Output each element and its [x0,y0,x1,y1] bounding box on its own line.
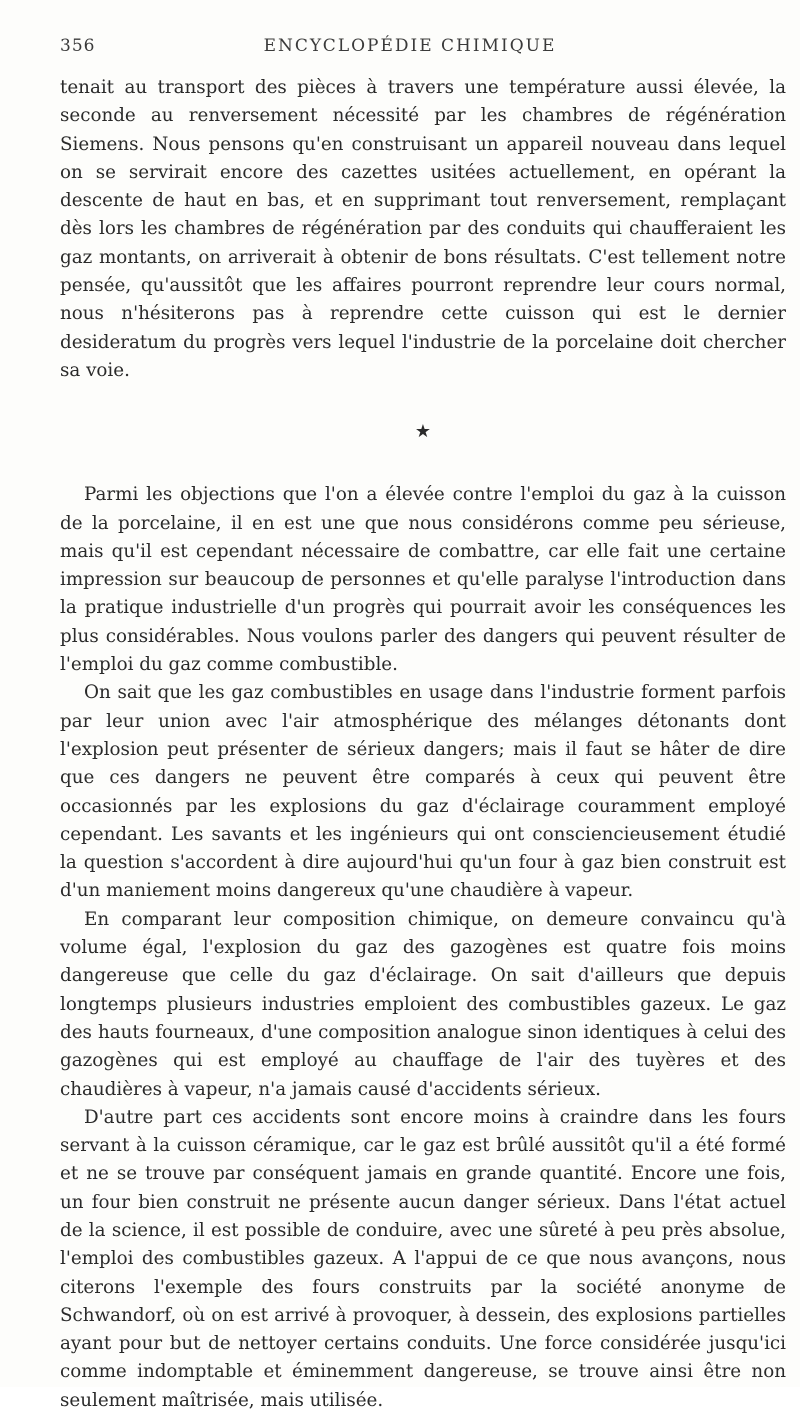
paragraph-objections: Parmi les objections que l'on a élevée contre l'emploi du gaz à la cuisson de la porcelaine, il en est une que nous considérons comme peu sérieuse, mais qu'il est cependant nécessaire de combattre, car elle fait une certaine impression sur beaucoup de personnes et qu'elle paralyse l'introduction dans la pratique industrielle d'un progrès qui pourrait avoir les conséquences les plus considérables. Nous voulons parler des dangers qui peuvent résulter de l'emploi du gaz comme combustible. [60,484,786,676]
section-separator [60,385,786,481]
page-number: 356 [60,36,96,56]
paragraph-ceramic-kilns: D'autre part ces accidents sont encore moins à craindre dans les fours servant à la cuisson céramique, car le gaz est brûlé aussitôt qu'il a été formé et ne se trouve par conséquent jamais en grande quantité. Encore une fois, un four bien construit ne présente aucun danger sérieux. Dans l'état actuel de la science, il est possible de conduire, avec une sûreté à peu près absolue, l'emploi des combustibles gazeux. A l'appui de ce que nous avançons, nous citerons l'exemple des fours construits par la société anonyme de Schwandorf, où on est arrivé à provoquer, à dessein, des explosions partielles ayant pour but de nettoyer certains conduits. Une force considérée jusqu'ici comme indomptable et éminemment dangereuse, se trouve ainsi être non seulement maîtrisée, mais utilisée. [60,1106,786,1411]
star-ornament: ★ [414,421,432,443]
running-title: ENCYCLOPÉDIE CHIMIQUE [263,36,557,56]
body-text [60,74,786,1415]
paragraph-gas-dangers: On sait que les gaz combustibles en usage dans l'industrie forment parfois par leur union avec l'air atmosphérique des mélanges détonants dont l'explosion peut présenter de sérieux dangers; mais il faut se hâter de dire que ces dangers ne peuvent être comparés à ceux qui peuvent être occasionnés par les explosions du gaz d'éclairage couramment employé cependant. Les savants et les ingénieurs qui ont consciencieusement étudié la question s'accordent à dire aujourd'hui qu'un four à gaz bien construit est d'un maniement moins dangereux qu'une chaudière à vapeur. [60,682,786,902]
paragraph-chemical-composition: En comparant leur composition chimique, on demeure convaincu qu'à volume égal, l'explosion du gaz des gazogènes est quatre fois moins dangereuse que celle du gaz d'éclairage. On sait d'ailleurs que depuis longtemps plusieurs industries emploient des combustibles gazeux. Le gaz des hauts fourneaux, d'une composition analogue sinon identiques à celui des gazogènes qui est employé au chauffage de l'air des tuyères et des chaudières à vapeur, n'a jamais causé d'accidents sérieux. [60,908,786,1100]
page-header [60,36,760,62]
paragraph-continuation: tenait au transport des pièces à travers une température aussi élevée, la seconde au renversement nécessité par les chambres de régénération Siemens. Nous pensons qu'en construisant un appareil nouveau dans lequel on se servirait encore des cazettes usitées actuellement, en opérant la descente de haut en bas, et en supprimant tout renversement, remplaçant dès lors les chambres de régénération par des conduits qui chaufferaient les gaz montants, on arriverait à obtenir de bons résultats. C'est tellement notre pensée, qu'aussitôt que les affaires pourront reprendre leur cours normal, nous n'hésiterons pas à reprendre cette cuisson qui est le dernier desideratum du progrès vers lequel l'industrie de la porcelaine doit chercher sa voie. [60,77,786,381]
